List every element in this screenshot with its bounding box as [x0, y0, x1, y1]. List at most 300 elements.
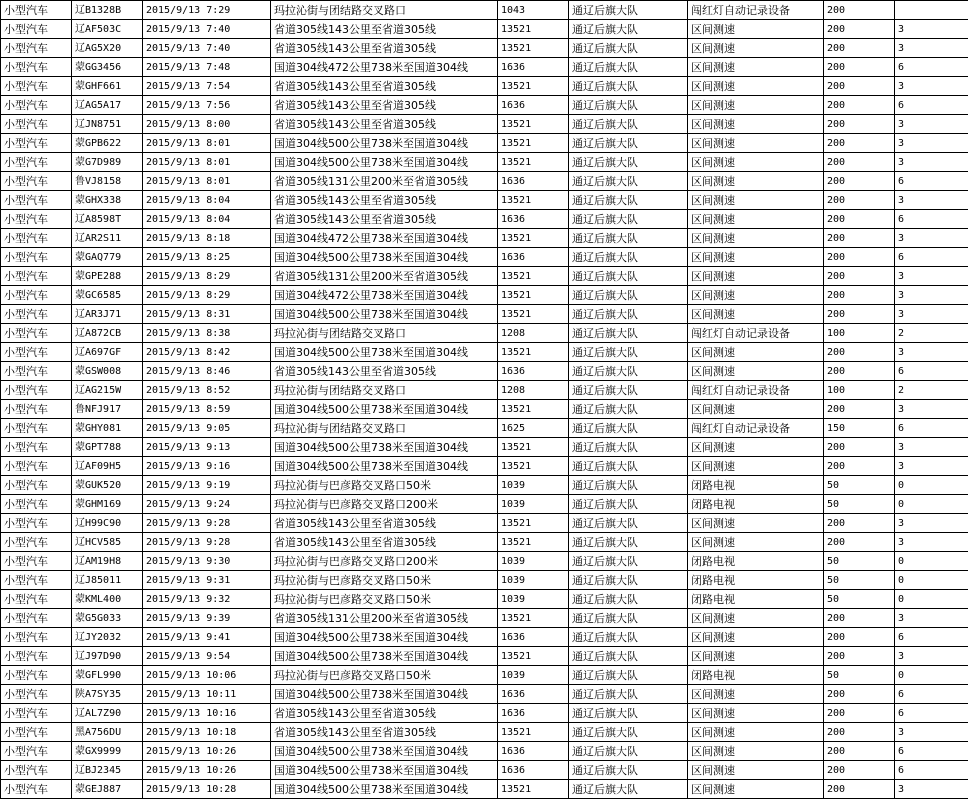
- code-cell: 13521: [498, 39, 569, 58]
- table-row: [1, 305, 968, 324]
- table-row: [1, 153, 968, 172]
- datetime-cell: 2015/9/13 8:04: [143, 191, 271, 210]
- points-cell: 6: [895, 685, 968, 704]
- vehicle-type-cell: 小型汽车: [1, 343, 72, 362]
- fine-cell: 200: [824, 115, 895, 134]
- location-cell: 玛拉沁街与团结路交叉路口: [271, 419, 498, 438]
- points-cell: 0: [895, 571, 968, 590]
- datetime-cell: 2015/9/13 10:18: [143, 723, 271, 742]
- unit-cell: 通辽后旗大队: [569, 324, 688, 343]
- plate-cell: 辽AL7Z90: [72, 704, 143, 723]
- table-row: [1, 191, 968, 210]
- points-cell: 3: [895, 305, 968, 324]
- code-cell: 1636: [498, 685, 569, 704]
- code-cell: 1208: [498, 381, 569, 400]
- datetime-cell: 2015/9/13 9:28: [143, 533, 271, 552]
- location-cell: 省道305线143公里至省道305线: [271, 191, 498, 210]
- vehicle-type-cell: 小型汽车: [1, 704, 72, 723]
- table-row: [1, 742, 968, 761]
- fine-cell: 50: [824, 571, 895, 590]
- vehicle-type-cell: 小型汽车: [1, 191, 72, 210]
- device-cell: 区间测速: [688, 115, 824, 134]
- code-cell: 13521: [498, 609, 569, 628]
- table-row: [1, 666, 968, 685]
- datetime-cell: 2015/9/13 7:29: [143, 1, 271, 20]
- plate-cell: 蒙KML400: [72, 590, 143, 609]
- device-cell: 区间测速: [688, 210, 824, 229]
- location-cell: 省道305线131公里200米至省道305线: [271, 609, 498, 628]
- fine-cell: 200: [824, 153, 895, 172]
- unit-cell: 通辽后旗大队: [569, 362, 688, 381]
- datetime-cell: 2015/9/13 9:16: [143, 457, 271, 476]
- vehicle-type-cell: 小型汽车: [1, 400, 72, 419]
- device-cell: 闯红灯自动记录设备: [688, 324, 824, 343]
- plate-cell: 辽HCV585: [72, 533, 143, 552]
- table-row: [1, 248, 968, 267]
- vehicle-type-cell: 小型汽车: [1, 552, 72, 571]
- device-cell: 区间测速: [688, 248, 824, 267]
- code-cell: 13521: [498, 134, 569, 153]
- device-cell: 区间测速: [688, 742, 824, 761]
- table-body: [1, 1, 968, 799]
- location-cell: 国道304线500公里738米至国道304线: [271, 647, 498, 666]
- datetime-cell: 2015/9/13 8:00: [143, 115, 271, 134]
- points-cell: 0: [895, 495, 968, 514]
- location-cell: 国道304线500公里738米至国道304线: [271, 400, 498, 419]
- location-cell: 国道304线500公里738米至国道304线: [271, 761, 498, 780]
- code-cell: 1043: [498, 1, 569, 20]
- table-row: [1, 419, 968, 438]
- points-cell: 3: [895, 39, 968, 58]
- unit-cell: 通辽后旗大队: [569, 647, 688, 666]
- table-row: [1, 229, 968, 248]
- points-cell: 0: [895, 476, 968, 495]
- points-cell: 3: [895, 647, 968, 666]
- code-cell: 1636: [498, 742, 569, 761]
- unit-cell: 通辽后旗大队: [569, 685, 688, 704]
- vehicle-type-cell: 小型汽车: [1, 77, 72, 96]
- unit-cell: 通辽后旗大队: [569, 134, 688, 153]
- vehicle-type-cell: 小型汽车: [1, 571, 72, 590]
- vehicle-type-cell: 小型汽车: [1, 286, 72, 305]
- table-row: [1, 20, 968, 39]
- location-cell: 国道304线472公里738米至国道304线: [271, 58, 498, 77]
- device-cell: 闭路电视: [688, 666, 824, 685]
- plate-cell: 蒙GC6585: [72, 286, 143, 305]
- fine-cell: 200: [824, 457, 895, 476]
- unit-cell: 通辽后旗大队: [569, 590, 688, 609]
- table-row: [1, 115, 968, 134]
- points-cell: 2: [895, 381, 968, 400]
- plate-cell: 蒙GX9999: [72, 742, 143, 761]
- code-cell: 1636: [498, 362, 569, 381]
- code-cell: 13521: [498, 514, 569, 533]
- vehicle-type-cell: 小型汽车: [1, 267, 72, 286]
- points-cell: 6: [895, 210, 968, 229]
- device-cell: 闭路电视: [688, 552, 824, 571]
- table-row: [1, 761, 968, 780]
- fine-cell: 200: [824, 267, 895, 286]
- unit-cell: 通辽后旗大队: [569, 533, 688, 552]
- datetime-cell: 2015/9/13 9:39: [143, 609, 271, 628]
- unit-cell: 通辽后旗大队: [569, 666, 688, 685]
- code-cell: 13521: [498, 723, 569, 742]
- code-cell: 13521: [498, 457, 569, 476]
- fine-cell: 200: [824, 438, 895, 457]
- unit-cell: 通辽后旗大队: [569, 115, 688, 134]
- vehicle-type-cell: 小型汽车: [1, 153, 72, 172]
- datetime-cell: 2015/9/13 8:59: [143, 400, 271, 419]
- fine-cell: 50: [824, 590, 895, 609]
- datetime-cell: 2015/9/13 8:18: [143, 229, 271, 248]
- vehicle-type-cell: 小型汽车: [1, 229, 72, 248]
- location-cell: 国道304线500公里738米至国道304线: [271, 457, 498, 476]
- datetime-cell: 2015/9/13 9:05: [143, 419, 271, 438]
- vehicle-type-cell: 小型汽车: [1, 248, 72, 267]
- datetime-cell: 2015/9/13 10:26: [143, 742, 271, 761]
- unit-cell: 通辽后旗大队: [569, 343, 688, 362]
- device-cell: 闯红灯自动记录设备: [688, 381, 824, 400]
- location-cell: 省道305线143公里至省道305线: [271, 210, 498, 229]
- plate-cell: 蒙G5G033: [72, 609, 143, 628]
- code-cell: 1636: [498, 248, 569, 267]
- unit-cell: 通辽后旗大队: [569, 495, 688, 514]
- code-cell: 13521: [498, 286, 569, 305]
- plate-cell: 蒙GFL990: [72, 666, 143, 685]
- code-cell: 13521: [498, 115, 569, 134]
- datetime-cell: 2015/9/13 10:26: [143, 761, 271, 780]
- fine-cell: 200: [824, 210, 895, 229]
- code-cell: 13521: [498, 438, 569, 457]
- device-cell: 区间测速: [688, 39, 824, 58]
- datetime-cell: 2015/9/13 7:40: [143, 39, 271, 58]
- datetime-cell: 2015/9/13 7:40: [143, 20, 271, 39]
- unit-cell: 通辽后旗大队: [569, 780, 688, 799]
- location-cell: 国道304线472公里738米至国道304线: [271, 286, 498, 305]
- code-cell: 1636: [498, 210, 569, 229]
- code-cell: 1039: [498, 476, 569, 495]
- datetime-cell: 2015/9/13 9:28: [143, 514, 271, 533]
- location-cell: 省道305线131公里200米至省道305线: [271, 172, 498, 191]
- plate-cell: 蒙GPT788: [72, 438, 143, 457]
- points-cell: 0: [895, 552, 968, 571]
- fine-cell: 200: [824, 609, 895, 628]
- fine-cell: 50: [824, 666, 895, 685]
- fine-cell: 200: [824, 400, 895, 419]
- code-cell: 1039: [498, 495, 569, 514]
- unit-cell: 通辽后旗大队: [569, 305, 688, 324]
- table-row: [1, 77, 968, 96]
- device-cell: 区间测速: [688, 267, 824, 286]
- unit-cell: 通辽后旗大队: [569, 39, 688, 58]
- datetime-cell: 2015/9/13 8:01: [143, 153, 271, 172]
- code-cell: 13521: [498, 77, 569, 96]
- code-cell: 13521: [498, 153, 569, 172]
- device-cell: 区间测速: [688, 96, 824, 115]
- location-cell: 玛拉沁街与巴彦路交叉路口200米: [271, 552, 498, 571]
- fine-cell: 100: [824, 324, 895, 343]
- code-cell: 1636: [498, 761, 569, 780]
- datetime-cell: 2015/9/13 9:30: [143, 552, 271, 571]
- datetime-cell: 2015/9/13 7:48: [143, 58, 271, 77]
- vehicle-type-cell: 小型汽车: [1, 533, 72, 552]
- code-cell: 13521: [498, 343, 569, 362]
- unit-cell: 通辽后旗大队: [569, 58, 688, 77]
- unit-cell: 通辽后旗大队: [569, 267, 688, 286]
- plate-cell: 辽J97D90: [72, 647, 143, 666]
- location-cell: 省道305线143公里至省道305线: [271, 77, 498, 96]
- code-cell: 1636: [498, 96, 569, 115]
- datetime-cell: 2015/9/13 8:46: [143, 362, 271, 381]
- code-cell: 1039: [498, 590, 569, 609]
- datetime-cell: 2015/9/13 9:41: [143, 628, 271, 647]
- plate-cell: 蒙G7D989: [72, 153, 143, 172]
- fine-cell: 200: [824, 58, 895, 77]
- vehicle-type-cell: 小型汽车: [1, 514, 72, 533]
- unit-cell: 通辽后旗大队: [569, 742, 688, 761]
- location-cell: 国道304线500公里738米至国道304线: [271, 628, 498, 647]
- code-cell: 13521: [498, 400, 569, 419]
- table-row: [1, 647, 968, 666]
- points-cell: 0: [895, 666, 968, 685]
- device-cell: 区间测速: [688, 134, 824, 153]
- datetime-cell: 2015/9/13 10:11: [143, 685, 271, 704]
- fine-cell: 200: [824, 96, 895, 115]
- points-cell: 6: [895, 248, 968, 267]
- points-cell: 3: [895, 229, 968, 248]
- device-cell: 区间测速: [688, 172, 824, 191]
- location-cell: 省道305线143公里至省道305线: [271, 362, 498, 381]
- code-cell: 1636: [498, 172, 569, 191]
- plate-cell: 辽B1328B: [72, 1, 143, 20]
- table-row: [1, 286, 968, 305]
- unit-cell: 通辽后旗大队: [569, 419, 688, 438]
- plate-cell: 辽A872CB: [72, 324, 143, 343]
- table-row: [1, 210, 968, 229]
- location-cell: 玛拉沁街与巴彦路交叉路口50米: [271, 571, 498, 590]
- table-row: [1, 552, 968, 571]
- datetime-cell: 2015/9/13 8:31: [143, 305, 271, 324]
- unit-cell: 通辽后旗大队: [569, 153, 688, 172]
- datetime-cell: 2015/9/13 9:32: [143, 590, 271, 609]
- fine-cell: 200: [824, 39, 895, 58]
- unit-cell: 通辽后旗大队: [569, 229, 688, 248]
- datetime-cell: 2015/9/13 8:42: [143, 343, 271, 362]
- datetime-cell: 2015/9/13 7:54: [143, 77, 271, 96]
- unit-cell: 通辽后旗大队: [569, 1, 688, 20]
- points-cell: 0: [895, 590, 968, 609]
- device-cell: 区间测速: [688, 191, 824, 210]
- location-cell: 省道305线143公里至省道305线: [271, 20, 498, 39]
- location-cell: 玛拉沁街与团结路交叉路口: [271, 324, 498, 343]
- code-cell: 13521: [498, 533, 569, 552]
- device-cell: 闭路电视: [688, 571, 824, 590]
- vehicle-type-cell: 小型汽车: [1, 685, 72, 704]
- device-cell: 区间测速: [688, 343, 824, 362]
- points-cell: 3: [895, 400, 968, 419]
- fine-cell: 200: [824, 723, 895, 742]
- location-cell: 玛拉沁街与团结路交叉路口: [271, 381, 498, 400]
- location-cell: 国道304线500公里738米至国道304线: [271, 780, 498, 799]
- plate-cell: 蒙GHY081: [72, 419, 143, 438]
- device-cell: 区间测速: [688, 514, 824, 533]
- code-cell: 1625: [498, 419, 569, 438]
- unit-cell: 通辽后旗大队: [569, 457, 688, 476]
- vehicle-type-cell: 小型汽车: [1, 115, 72, 134]
- points-cell: 6: [895, 172, 968, 191]
- plate-cell: 辽AR2S11: [72, 229, 143, 248]
- location-cell: 省道305线143公里至省道305线: [271, 115, 498, 134]
- device-cell: 区间测速: [688, 685, 824, 704]
- device-cell: 区间测速: [688, 20, 824, 39]
- fine-cell: 200: [824, 362, 895, 381]
- unit-cell: 通辽后旗大队: [569, 248, 688, 267]
- device-cell: 区间测速: [688, 723, 824, 742]
- table-row: [1, 590, 968, 609]
- plate-cell: 辽A697GF: [72, 343, 143, 362]
- fine-cell: 200: [824, 780, 895, 799]
- points-cell: 6: [895, 362, 968, 381]
- plate-cell: 辽BJ2345: [72, 761, 143, 780]
- unit-cell: 通辽后旗大队: [569, 172, 688, 191]
- fine-cell: 100: [824, 381, 895, 400]
- plate-cell: 蒙GUK520: [72, 476, 143, 495]
- fine-cell: 200: [824, 343, 895, 362]
- vehicle-type-cell: 小型汽车: [1, 628, 72, 647]
- device-cell: 区间测速: [688, 400, 824, 419]
- location-cell: 国道304线472公里738米至国道304线: [271, 229, 498, 248]
- unit-cell: 通辽后旗大队: [569, 210, 688, 229]
- device-cell: 区间测速: [688, 58, 824, 77]
- fine-cell: 200: [824, 514, 895, 533]
- location-cell: 省道305线143公里至省道305线: [271, 723, 498, 742]
- location-cell: 玛拉沁街与巴彦路交叉路口50米: [271, 666, 498, 685]
- code-cell: 1636: [498, 58, 569, 77]
- table-row: [1, 400, 968, 419]
- vehicle-type-cell: 小型汽车: [1, 1, 72, 20]
- unit-cell: 通辽后旗大队: [569, 96, 688, 115]
- vehicle-type-cell: 小型汽车: [1, 324, 72, 343]
- code-cell: 13521: [498, 229, 569, 248]
- device-cell: 闭路电视: [688, 495, 824, 514]
- table-row: [1, 780, 968, 799]
- table-row: [1, 96, 968, 115]
- fine-cell: 50: [824, 552, 895, 571]
- fine-cell: 200: [824, 77, 895, 96]
- plate-cell: 鲁NFJ917: [72, 400, 143, 419]
- unit-cell: 通辽后旗大队: [569, 552, 688, 571]
- table-row: [1, 685, 968, 704]
- unit-cell: 通辽后旗大队: [569, 20, 688, 39]
- points-cell: 6: [895, 96, 968, 115]
- vehicle-type-cell: 小型汽车: [1, 723, 72, 742]
- points-cell: 3: [895, 20, 968, 39]
- code-cell: 13521: [498, 191, 569, 210]
- fine-cell: 200: [824, 134, 895, 153]
- datetime-cell: 2015/9/13 8:29: [143, 267, 271, 286]
- table-row: [1, 628, 968, 647]
- table-row: [1, 457, 968, 476]
- table-row: [1, 1, 968, 20]
- table-row: [1, 324, 968, 343]
- table-row: [1, 533, 968, 552]
- location-cell: 玛拉沁街与巴彦路交叉路口50米: [271, 476, 498, 495]
- points-cell: 3: [895, 514, 968, 533]
- points-cell: 3: [895, 153, 968, 172]
- table-row: [1, 704, 968, 723]
- points-cell: 2: [895, 324, 968, 343]
- code-cell: 13521: [498, 305, 569, 324]
- device-cell: 区间测速: [688, 761, 824, 780]
- unit-cell: 通辽后旗大队: [569, 514, 688, 533]
- vehicle-type-cell: 小型汽车: [1, 210, 72, 229]
- device-cell: 闯红灯自动记录设备: [688, 1, 824, 20]
- plate-cell: 辽AG5X20: [72, 39, 143, 58]
- vehicle-type-cell: 小型汽车: [1, 476, 72, 495]
- vehicle-type-cell: 小型汽车: [1, 647, 72, 666]
- device-cell: 区间测速: [688, 628, 824, 647]
- datetime-cell: 2015/9/13 9:19: [143, 476, 271, 495]
- location-cell: 省道305线143公里至省道305线: [271, 514, 498, 533]
- plate-cell: 辽AR3J71: [72, 305, 143, 324]
- points-cell: 3: [895, 286, 968, 305]
- vehicle-type-cell: 小型汽车: [1, 495, 72, 514]
- code-cell: 1636: [498, 704, 569, 723]
- table-row: [1, 39, 968, 58]
- device-cell: 区间测速: [688, 457, 824, 476]
- location-cell: 省道305线143公里至省道305线: [271, 39, 498, 58]
- plate-cell: 辽A8598T: [72, 210, 143, 229]
- datetime-cell: 2015/9/13 9:31: [143, 571, 271, 590]
- location-cell: 省道305线143公里至省道305线: [271, 96, 498, 115]
- location-cell: 国道304线500公里738米至国道304线: [271, 685, 498, 704]
- unit-cell: 通辽后旗大队: [569, 381, 688, 400]
- device-cell: 闭路电视: [688, 590, 824, 609]
- table-row: [1, 514, 968, 533]
- device-cell: 区间测速: [688, 77, 824, 96]
- fine-cell: 200: [824, 172, 895, 191]
- code-cell: 1636: [498, 628, 569, 647]
- datetime-cell: 2015/9/13 8:01: [143, 172, 271, 191]
- fine-cell: 200: [824, 1, 895, 20]
- table-row: [1, 134, 968, 153]
- location-cell: 省道305线131公里200米至省道305线: [271, 267, 498, 286]
- device-cell: 区间测速: [688, 305, 824, 324]
- vehicle-type-cell: 小型汽车: [1, 761, 72, 780]
- points-cell: 3: [895, 115, 968, 134]
- device-cell: 区间测速: [688, 229, 824, 248]
- device-cell: 区间测速: [688, 647, 824, 666]
- location-cell: 国道304线500公里738米至国道304线: [271, 438, 498, 457]
- fine-cell: 200: [824, 704, 895, 723]
- vehicle-type-cell: 小型汽车: [1, 666, 72, 685]
- datetime-cell: 2015/9/13 8:38: [143, 324, 271, 343]
- plate-cell: 陕A7SY35: [72, 685, 143, 704]
- points-cell: 3: [895, 723, 968, 742]
- points-cell: 3: [895, 134, 968, 153]
- unit-cell: 通辽后旗大队: [569, 191, 688, 210]
- points-cell: 3: [895, 191, 968, 210]
- vehicle-type-cell: 小型汽车: [1, 609, 72, 628]
- datetime-cell: 2015/9/13 8:52: [143, 381, 271, 400]
- location-cell: 国道304线500公里738米至国道304线: [271, 343, 498, 362]
- plate-cell: 辽AF09H5: [72, 457, 143, 476]
- vehicle-type-cell: 小型汽车: [1, 742, 72, 761]
- vehicle-type-cell: 小型汽车: [1, 457, 72, 476]
- vehicle-type-cell: 小型汽车: [1, 20, 72, 39]
- device-cell: 区间测速: [688, 704, 824, 723]
- device-cell: 区间测速: [688, 609, 824, 628]
